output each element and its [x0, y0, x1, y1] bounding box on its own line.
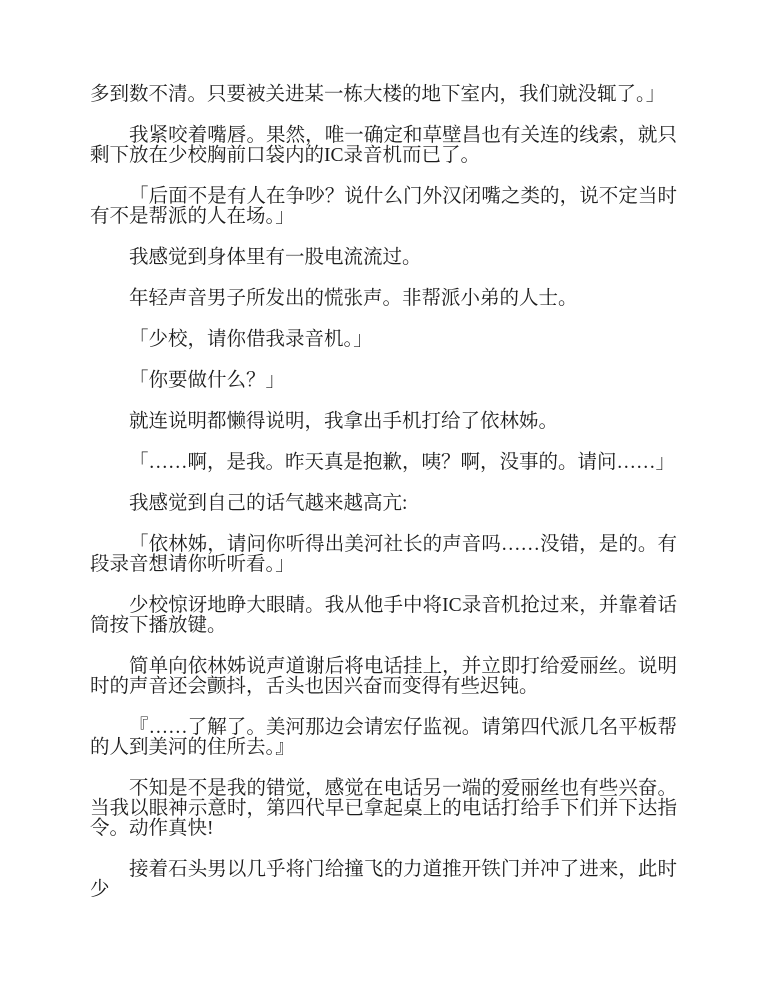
- paragraph: 「依林姊，请问你听得出美河社长的声音吗……没错，是的。有段录音想请你听听看。」: [90, 534, 677, 575]
- paragraph: 接着石头男以几乎将门给撞飞的力道推开铁门并冲了进来，此时少: [90, 859, 677, 900]
- paragraph: 「少校，请你借我录音机。」: [129, 329, 373, 350]
- paragraph: 我紧咬着嘴唇。果然，唯一确定和草壁昌也有关连的线索，就只剩下放在少校胸前口袋内的IC录音机而已了。: [90, 125, 677, 166]
- paragraph: 不知是不是我的错觉，感觉在电话另一端的爱丽丝也有些兴奋。当我以眼神示意时，第四代早已拿起桌上的电话打给手下们并下达指令。动作真快!: [90, 778, 677, 839]
- paragraph: 我感觉到身体里有一股电流流过。: [129, 247, 422, 268]
- paragraph: 简单向依林姊说声道谢后将电话挂上，并立即打给爱丽丝。说明时的声音还会颤抖，舌头也因兴奋而变得有些迟钝。: [90, 656, 677, 697]
- paragraph: 「后面不是有人在争吵？说什么门外汉闭嘴之类的，说不定当时有不是帮派的人在场。」: [90, 186, 677, 227]
- paragraph: 我感觉到自己的话气越来越高亢:: [129, 493, 408, 514]
- paragraph: 少校惊讶地睁大眼睛。我从他手中将IC录音机抢过来，并靠着话筒按下播放键。: [90, 595, 677, 636]
- paragraph: 年轻声音男子所发出的慌张声。非帮派小弟的人士。: [129, 288, 578, 309]
- paragraph: 「……啊，是我。昨天真是抱歉，咦？啊，没事的。请问……」: [129, 452, 676, 473]
- paragraph: 就连说明都懒得说明，我拿出手机打给了依林姊。: [129, 411, 559, 432]
- paragraph: 多到数不清。只要被关进某一栋大楼的地下室内，我们就没辄了。」: [90, 84, 666, 105]
- paragraph: 「你要做什么？」: [129, 370, 286, 391]
- paragraph: 『……了解了。美河那边会请宏仔监视。请第四代派几名平板帮的人到美河的住所去。』: [90, 717, 677, 758]
